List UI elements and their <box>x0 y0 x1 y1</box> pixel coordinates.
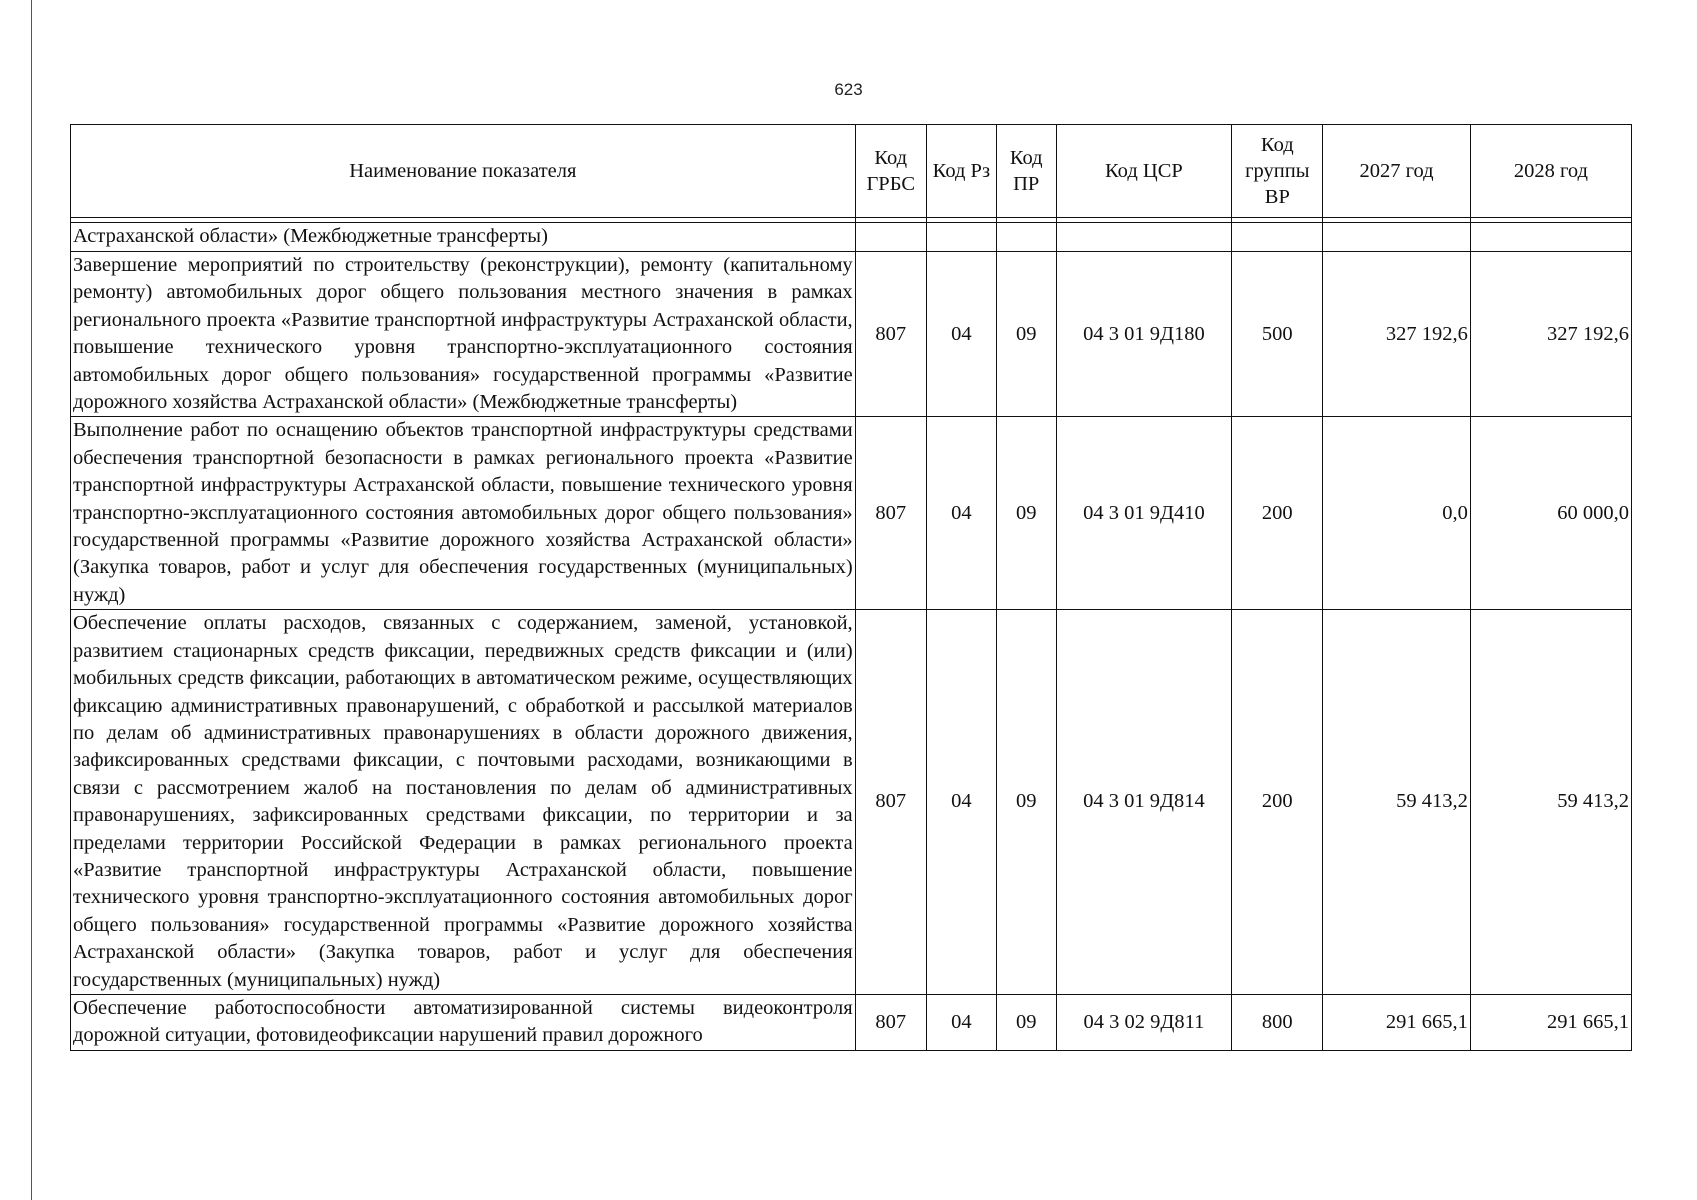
row-csr: 04 3 02 9Д811 <box>1056 994 1232 1050</box>
row-name: Завершение мероприятий по строительству (реконструкции), ремонту (капитальному ремонту) автомобильных дорог общего пользования местного значения в рамках регионального проекта «Развитие транспортной инфраструктуры Астраханской области, повышение технического уровня транспортно-эксплуатационного состояния автомобильных дорог общего пользования» государственной программы «Развитие дорожного хозяйства Астраханской области» (Межбюджетные трансферты) <box>71 252 856 417</box>
row-grbs: 807 <box>855 417 926 610</box>
budget-table <box>70 124 1632 1051</box>
header-pr: Код ПР <box>996 125 1056 218</box>
row-2028: 291 665,1 <box>1470 994 1631 1050</box>
row-2028: 59 413,2 <box>1470 610 1631 995</box>
row-csr <box>1056 223 1232 252</box>
row-name: Астраханской области» (Межбюджетные трансферты) <box>71 223 856 252</box>
row-rz: 04 <box>926 417 996 610</box>
page-number: 623 <box>834 80 863 99</box>
row-pr: 09 <box>996 610 1056 995</box>
table-row <box>71 252 1632 417</box>
row-pr: 09 <box>996 994 1056 1050</box>
row-rz: 04 <box>926 994 996 1050</box>
header-2027: 2027 год <box>1323 125 1471 218</box>
table-row <box>71 994 1632 1050</box>
row-pr: 09 <box>996 252 1056 417</box>
row-csr: 04 3 01 9Д180 <box>1056 252 1232 417</box>
row-name: Обеспечение работоспособности автоматизированной системы видеоконтроля дорожной ситуации, фотовидеофиксации нарушений правил дорожного <box>71 994 856 1050</box>
table-row <box>71 223 1632 252</box>
header-2028: 2028 год <box>1470 125 1631 218</box>
table-row <box>71 417 1632 610</box>
row-2028: 60 000,0 <box>1470 417 1631 610</box>
page-margin-line <box>31 0 32 1200</box>
row-name: Выполнение работ по оснащению объектов транспортной инфраструктуры средствами обеспечения транспортной безопасности в рамках регионального проекта «Развитие транспортной инфраструктуры Астраханской области, повышение технического уровня транспортно-эксплуатационного состояния автомобильных дорог общего пользования» государственной программы «Развитие дорожного хозяйства Астраханской области» (Закупка товаров, работ и услуг для обеспечения государственных (муниципальных) нужд) <box>71 417 856 610</box>
table-row <box>71 610 1632 995</box>
row-grbs: 807 <box>855 994 926 1050</box>
row-vr: 500 <box>1232 252 1323 417</box>
row-grbs: 807 <box>855 610 926 995</box>
row-rz <box>926 223 996 252</box>
row-2027: 291 665,1 <box>1323 994 1471 1050</box>
row-2028: 327 192,6 <box>1470 252 1631 417</box>
row-csr: 04 3 01 9Д410 <box>1056 417 1232 610</box>
row-csr: 04 3 01 9Д814 <box>1056 610 1232 995</box>
row-vr: 200 <box>1232 417 1323 610</box>
row-pr <box>996 223 1056 252</box>
row-rz: 04 <box>926 252 996 417</box>
row-vr: 800 <box>1232 994 1323 1050</box>
row-2027: 59 413,2 <box>1323 610 1471 995</box>
header-name: Наименование показателя <box>71 125 856 218</box>
header-grbs: Код ГРБС <box>855 125 926 218</box>
header-rz: Код Рз <box>926 125 996 218</box>
row-2027 <box>1323 223 1471 252</box>
row-name: Обеспечение оплаты расходов, связанных с содержанием, заменой, установкой, развитием стационарных средств фиксации, передвижных средств фиксации и (или) мобильных средств фиксации, работающих в автоматическом режиме, осуществляющих фиксацию административных правонарушений, с обработкой и рассылкой материалов по делам об административных правонарушениях в области дорожного движения, зафиксированных средствами фиксации, с почтовыми расходами, возникающими в связи с рассмотрением жалоб на постановления по делам об административных правонарушениях, зафиксированных средствами фиксации, по территории и за пределами территории Российской Федерации в рамках регионального проекта «Развитие транспортной инфраструктуры Астраханской области, повышение технического уровня транспортно-эксплуатационного состояния автомобильных дорог общего пользования» государственной программы «Развитие дорожного хозяйства Астраханской области» (Закупка товаров, работ и услуг для обеспечения государственных (муниципальных) нужд) <box>71 610 856 995</box>
table-header-row <box>71 125 1632 218</box>
row-vr <box>1232 223 1323 252</box>
row-rz: 04 <box>926 610 996 995</box>
row-pr: 09 <box>996 417 1056 610</box>
row-2027: 0,0 <box>1323 417 1471 610</box>
row-2028 <box>1470 223 1631 252</box>
row-2027: 327 192,6 <box>1323 252 1471 417</box>
row-grbs <box>855 223 926 252</box>
row-vr: 200 <box>1232 610 1323 995</box>
header-vr: Код группы ВР <box>1232 125 1323 218</box>
header-csr: Код ЦСР <box>1056 125 1232 218</box>
row-grbs: 807 <box>855 252 926 417</box>
